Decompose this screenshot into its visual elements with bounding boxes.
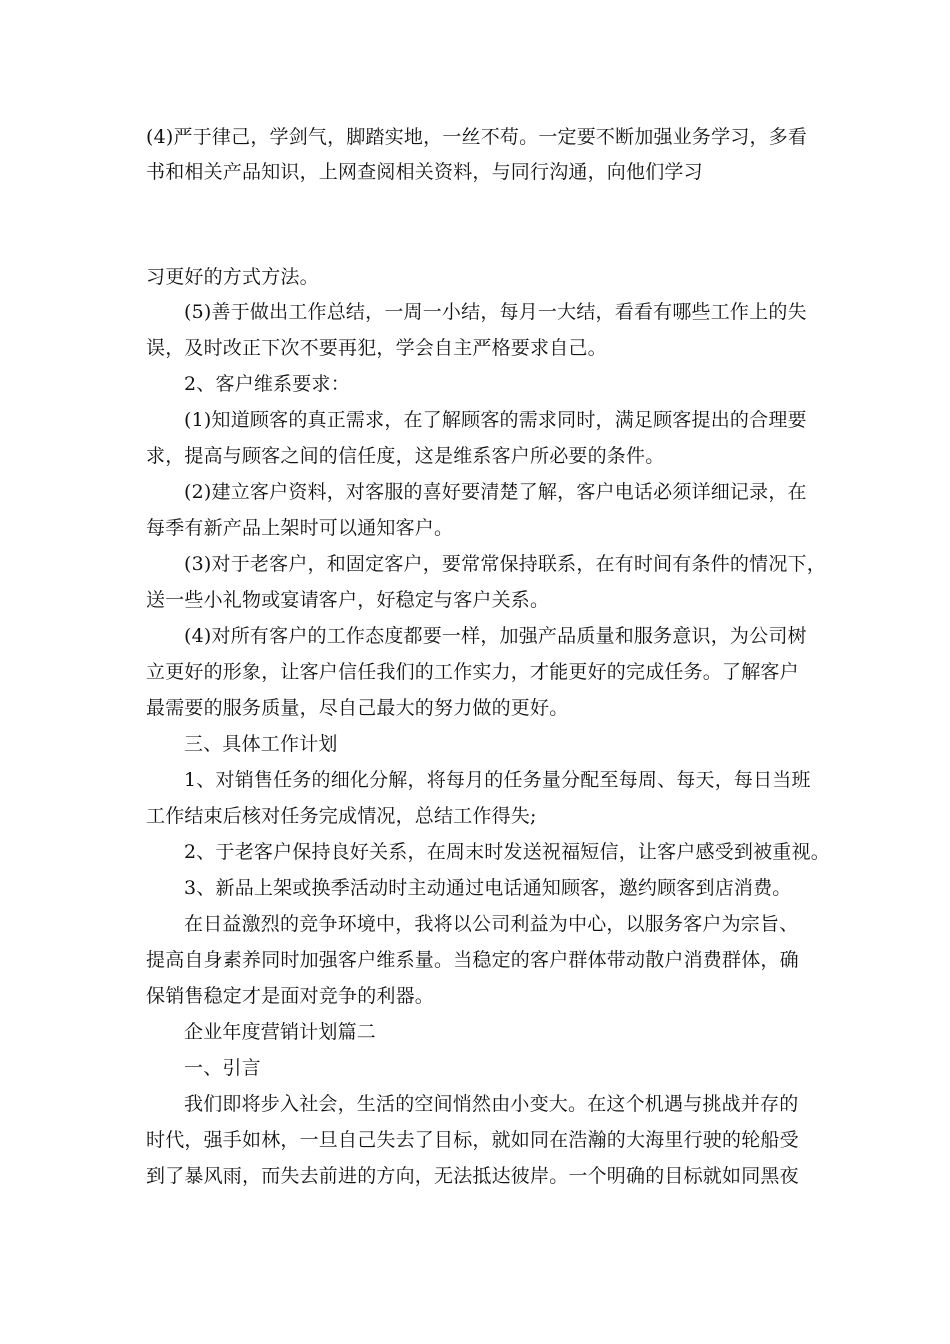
text-line: 求，提高与顾客之间的信任度，这是维系客户所必要的条件。 (146, 445, 665, 467)
text-line: (4)严于律己，学剑气，脚踏实地，一丝不苟。一定要不断加强业务学习，多看 (146, 126, 808, 148)
text-line: (4)对所有客户的工作态度都要一样，加强产品质量和服务意识，为公司树 (184, 625, 807, 647)
text-line: (3)对于老客户，和固定客户，要常常保持联系，在有时间有条件的情况下， (184, 553, 826, 575)
text-line: 在日益激烈的竞争环境中，我将以公司利益为中心，以服务客户为宗旨、 (184, 913, 799, 935)
text-line: 每季有新产品上架时可以通知客户。 (146, 517, 454, 539)
section-heading: 企业年度营销计划篇二 (184, 1021, 377, 1043)
section-heading: 三、具体工作计划 (184, 733, 338, 755)
text-line: 2、于老客户保持良好关系，在周末时发送祝福短信，让客户感受到被重视。 (184, 841, 830, 863)
section-heading: 一、引言 (184, 1057, 261, 1079)
text-line: 误，及时改正下次不要再犯，学会自主严格要求自己。 (146, 337, 607, 359)
text-line: 3、新品上架或换季活动时主动通过电话通知顾客，邀约顾客到店消费。 (184, 877, 792, 899)
text-line: 送一些小礼物或宴请客户，好稳定与客户关系。 (146, 589, 550, 611)
text-line: 我们即将步入社会，生活的空间悄然由小变大。在这个机遇与挑战并存的 (184, 1093, 799, 1115)
text-line: (2)建立客户资料，对客服的喜好要清楚了解，客户电话必须详细记录，在 (184, 481, 807, 503)
section-heading: 2、客户维系要求： (184, 373, 350, 395)
text-line: 习更好的方式方法。 (146, 266, 319, 288)
text-line: 时代，强手如林，一旦自己失去了目标，就如同在浩瀚的大海里行驶的轮船受 (146, 1129, 799, 1151)
text-line: 提高自身素养同时加强客户维系量。当稳定的客户群体带动散户消费群体，确 (146, 949, 799, 971)
text-line: 书和相关产品知识，上网查阅相关资料，与同行沟通，向他们学习 (146, 161, 703, 183)
text-line: 最需要的服务质量，尽自己最大的努力做的更好。 (146, 697, 569, 719)
text-line: 1、对销售任务的细化分解，将每月的任务量分配至每周、每天，每日当班 (184, 769, 811, 791)
text-line: (1)知道顾客的真正需求，在了解顾客的需求同时，满足顾客提出的合理要 (184, 409, 807, 431)
text-line: 立更好的形象，让客户信任我们的工作实力，才能更好的完成任务。了解客户 (146, 661, 799, 683)
text-line: 到了暴风雨，而失去前进的方向，无法抵达彼岸。一个明确的目标就如同黑夜 (146, 1165, 799, 1187)
text-line: (5)善于做出工作总结，一周一小结，每月一大结，看看有哪些工作上的失 (184, 301, 807, 323)
text-line: 保销售稳定才是面对竞争的利器。 (146, 985, 435, 1007)
text-line: 工作结束后核对任务完成情况，总结工作得失; (146, 805, 537, 827)
